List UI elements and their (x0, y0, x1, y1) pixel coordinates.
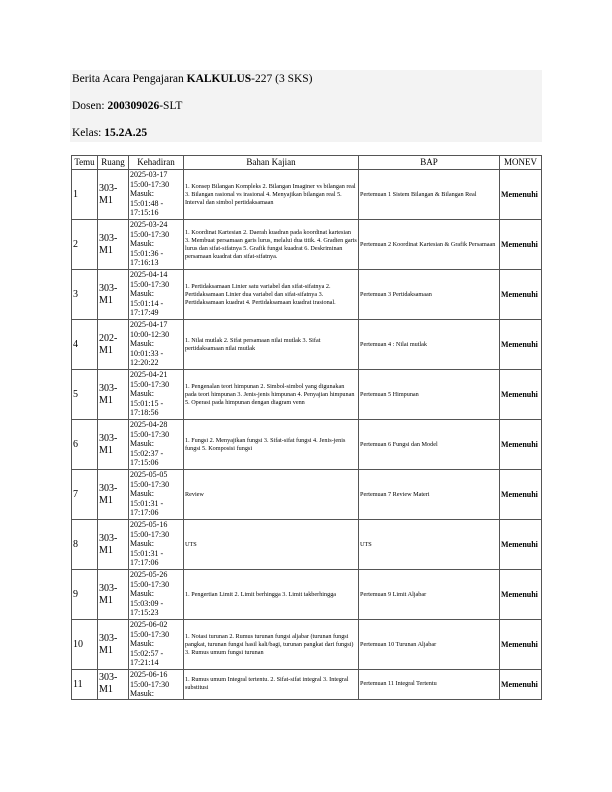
attendance-masuk-label: Masuk: (130, 239, 154, 248)
table-row (72, 520, 542, 570)
table-row (72, 420, 542, 470)
attendance-time: 15:00-17:30 (130, 479, 170, 489)
cell-kehadiran (129, 520, 184, 570)
attendance-masuk-time: 15:03:09 - 17:15:23 (130, 598, 164, 617)
attendance-date: 2025-06-16 (130, 670, 168, 679)
table-header-row (72, 156, 542, 170)
attendance-masuk-label: Masuk: (130, 589, 154, 598)
column-header-bap: BAP (359, 156, 500, 170)
attendance-masuk-label: Masuk: (130, 539, 154, 548)
cell-ruang: 303-M1 (98, 370, 129, 420)
attendance-table (71, 155, 542, 700)
attendance-time: 15:00-17:30 (130, 279, 170, 289)
cell-kehadiran (129, 320, 184, 370)
cell-monev: Memenuhi (500, 170, 542, 220)
cell-temu: 6 (72, 420, 98, 470)
attendance-masuk-label: Masuk: (130, 339, 154, 348)
cell-bap: Pertemuan 7 Review Materi (359, 470, 500, 520)
attendance-date: 2025-05-16 (130, 520, 168, 529)
lecturer-line (72, 100, 182, 112)
cell-kehadiran (129, 170, 184, 220)
column-header-temu: Temu (72, 156, 98, 170)
cell-monev: Memenuhi (500, 620, 542, 670)
cell-bap: Pertemuan 2 Koordinat Kartesian & Grafik Persamaan (359, 220, 500, 270)
cell-kehadiran (129, 670, 184, 700)
attendance-time: 15:00-17:30 (130, 179, 170, 189)
cell-bap: Pertemuan 6 Fungsi dan Model (359, 420, 500, 470)
attendance-date: 2025-04-14 (130, 270, 168, 279)
cell-kehadiran (129, 470, 184, 520)
cell-bahan-kajian: UTS (184, 520, 359, 570)
table-row (72, 370, 542, 420)
cell-ruang: 303-M1 (98, 620, 129, 670)
cell-temu: 5 (72, 370, 98, 420)
attendance-masuk-label: Masuk: (130, 439, 154, 448)
cell-bap: Pertemuan 5 Himpunan (359, 370, 500, 420)
cell-ruang: 303-M1 (98, 470, 129, 520)
cell-bahan-kajian: 1. Pengertian Limit 2. Limit berhingga 3. Limit takberhingga (184, 570, 359, 620)
cell-bahan-kajian: 1. Nilai mutlak 2. Sifat persamaan nilai mutlak 3. Sifat pertidaksamaan nilai mutlak (184, 320, 359, 370)
attendance-masuk-time: 15:01:31 - 17:17:06 (130, 548, 164, 567)
class-line (72, 127, 147, 139)
cell-temu: 10 (72, 620, 98, 670)
cell-bap: Pertemuan 10 Turunan Aljabar (359, 620, 500, 670)
cell-ruang: 303-M1 (98, 670, 129, 700)
attendance-masuk-time: 15:01:36 - 17:16:13 (130, 248, 164, 267)
cell-bahan-kajian: 1. Rumus umum Integral tertentu. 2. Sifat-sifat integral 3. Integral substitusi (184, 670, 359, 700)
cell-monev: Memenuhi (500, 420, 542, 470)
title-prefix: Berita Acara Pengajaran (72, 73, 187, 85)
course-name: KALKULUS (186, 73, 252, 85)
attendance-date: 2025-06-02 (130, 620, 168, 629)
attendance-time: 15:00-17:30 (130, 579, 170, 589)
attendance-date: 2025-03-17 (130, 170, 168, 179)
cell-kehadiran (129, 620, 184, 670)
cell-monev: Memenuhi (500, 570, 542, 620)
course-suffix: -227 (3 SKS) (251, 73, 313, 85)
cell-monev: Memenuhi (500, 320, 542, 370)
attendance-masuk-time: 15:01:31 - 17:17:06 (130, 498, 164, 517)
attendance-date: 2025-05-05 (130, 470, 168, 479)
cell-ruang: 303-M1 (98, 220, 129, 270)
cell-ruang: 303-M1 (98, 520, 129, 570)
cell-temu: 7 (72, 470, 98, 520)
attendance-masuk-label: Masuk: (130, 289, 154, 298)
cell-temu: 11 (72, 670, 98, 700)
cell-bap: Pertemuan 3 Pertidaksamaan (359, 270, 500, 320)
attendance-masuk-label: Masuk: (130, 639, 154, 648)
attendance-time: 10:00-12:30 (130, 329, 170, 339)
lecturer-suffix: -SLT (159, 100, 183, 112)
cell-temu: 4 (72, 320, 98, 370)
attendance-date: 2025-05-26 (130, 570, 168, 579)
attendance-time: 15:00-17:30 (130, 429, 170, 439)
table-row (72, 270, 542, 320)
column-header-monev: MONEV (500, 156, 542, 170)
cell-kehadiran (129, 570, 184, 620)
lecturer-label: Dosen: (72, 100, 108, 112)
attendance-masuk-label: Masuk: (130, 689, 154, 698)
cell-monev: Memenuhi (500, 370, 542, 420)
cell-kehadiran (129, 370, 184, 420)
attendance-date: 2025-04-17 (130, 320, 168, 329)
cell-ruang: 303-M1 (98, 570, 129, 620)
cell-monev: Memenuhi (500, 520, 542, 570)
cell-bahan-kajian: Review (184, 470, 359, 520)
cell-bap: UTS (359, 520, 500, 570)
attendance-time: 15:00-17:30 (130, 679, 170, 689)
cell-monev: Memenuhi (500, 470, 542, 520)
cell-bahan-kajian: 1. Fungsi 2. Menyajikan fungsi 3. Sifat-sifat fungsi 4. Jenis-jenis fungsi 5. Komposisi fungsi (184, 420, 359, 470)
table-row (72, 570, 542, 620)
cell-temu: 9 (72, 570, 98, 620)
cell-temu: 8 (72, 520, 98, 570)
cell-kehadiran (129, 420, 184, 470)
attendance-masuk-time: 15:02:57 - 17:21:14 (130, 648, 164, 667)
class-value: 15.2A.25 (104, 127, 148, 139)
attendance-masuk-label: Masuk: (130, 389, 154, 398)
class-label: Kelas: (72, 127, 105, 139)
cell-monev: Memenuhi (500, 270, 542, 320)
cell-bahan-kajian: 1. Koordinat Kartesian 2. Daerah kuadran pada koordinat kartesian 3. Membuat persamaan garis lurus, melalui dua titik. 4. Gradien garis lurus dan sifat-sifatnya 5. Grafik fungsi kuadrat 6. Deskriminan persamaan kuadrat dan sifat-sifatnya. (184, 220, 359, 270)
document-title (72, 73, 313, 85)
attendance-masuk-time: 15:02:37 - 17:15:06 (130, 448, 164, 467)
cell-bahan-kajian: 1. Konsep Bilangan Kompleks 2. Bilangan Imaginer vs bilangan real 3. Bilangan rasional vs irasional 4. Menyajikan bilangan real 5. Interval dan simbol pertidaksamaan (184, 170, 359, 220)
attendance-time: 15:00-17:30 (130, 529, 170, 539)
column-header-ruang: Ruang (98, 156, 129, 170)
table-row (72, 220, 542, 270)
attendance-date: 2025-03-24 (130, 220, 168, 229)
cell-monev: Memenuhi (500, 670, 542, 700)
cell-ruang: 303-M1 (98, 420, 129, 470)
attendance-masuk-label: Masuk: (130, 489, 154, 498)
attendance-masuk-label: Masuk: (130, 189, 154, 198)
cell-bahan-kajian: 1. Pertidaksamaan Linier satu variabel dan sifat-sifatnya 2. Pertidaksamaan Linier dua variabel dan sifat-sifatnya 3. Pertidaksamaan kuadrat 4. Pertidaksamaan kuadrat irasional. (184, 270, 359, 320)
cell-ruang: 303-M1 (98, 170, 129, 220)
cell-temu: 1 (72, 170, 98, 220)
attendance-time: 15:00-17:30 (130, 629, 170, 639)
cell-kehadiran (129, 220, 184, 270)
attendance-time: 15:00-17:30 (130, 229, 170, 239)
table-row (72, 670, 542, 700)
column-header-bahan-kajian: Bahan Kajian (184, 156, 359, 170)
attendance-time: 15:00-17:30 (130, 379, 170, 389)
cell-bap: Pertemuan 4 : Nilai mutlak (359, 320, 500, 370)
cell-temu: 3 (72, 270, 98, 320)
cell-bap: Pertemuan 9 Limit Aljabar (359, 570, 500, 620)
cell-monev: Memenuhi (500, 220, 542, 270)
cell-kehadiran (129, 270, 184, 320)
cell-bahan-kajian: 1. Notasi turunan 2. Rumus turunan fungsi aljabar (turunan fungsi pangkat, turunan fungsi hasil kali/bagi, turunan pangkat dari fungsi) 3. Rumus umum fungsi turunan (184, 620, 359, 670)
attendance-masuk-time: 10:01:33 - 12:20:22 (130, 348, 164, 367)
attendance-masuk-time: 15:01:14 - 17:17:49 (130, 298, 164, 317)
cell-ruang: 202-M1 (98, 320, 129, 370)
attendance-date: 2025-04-21 (130, 370, 168, 379)
table-row (72, 170, 542, 220)
lecturer-id: 200309026 (107, 100, 160, 112)
table-row (72, 620, 542, 670)
table-row (72, 470, 542, 520)
cell-bahan-kajian: 1. Pengenalan teori himpunan 2. Simbol-simbol yang digunakan pada teori himpunan 3. Jenis-jenis himpunan 4. Penyajian himpunan 5. Operasi pada himpunan dengan diagram venn (184, 370, 359, 420)
cell-ruang: 303-M1 (98, 270, 129, 320)
cell-bap: Pertemuan 1 Sistem Bilangan & Bilangan Real (359, 170, 500, 220)
cell-bap: Pertemuan 11 Integral Tertentu (359, 670, 500, 700)
cell-temu: 2 (72, 220, 98, 270)
table-row (72, 320, 542, 370)
column-header-kehadiran: Kehadiran (129, 156, 184, 170)
attendance-masuk-time: 15:01:15 - 17:18:56 (130, 398, 164, 417)
attendance-masuk-time: 15:01:48 - 17:15:16 (130, 198, 164, 217)
attendance-date: 2025-04-28 (130, 420, 168, 429)
